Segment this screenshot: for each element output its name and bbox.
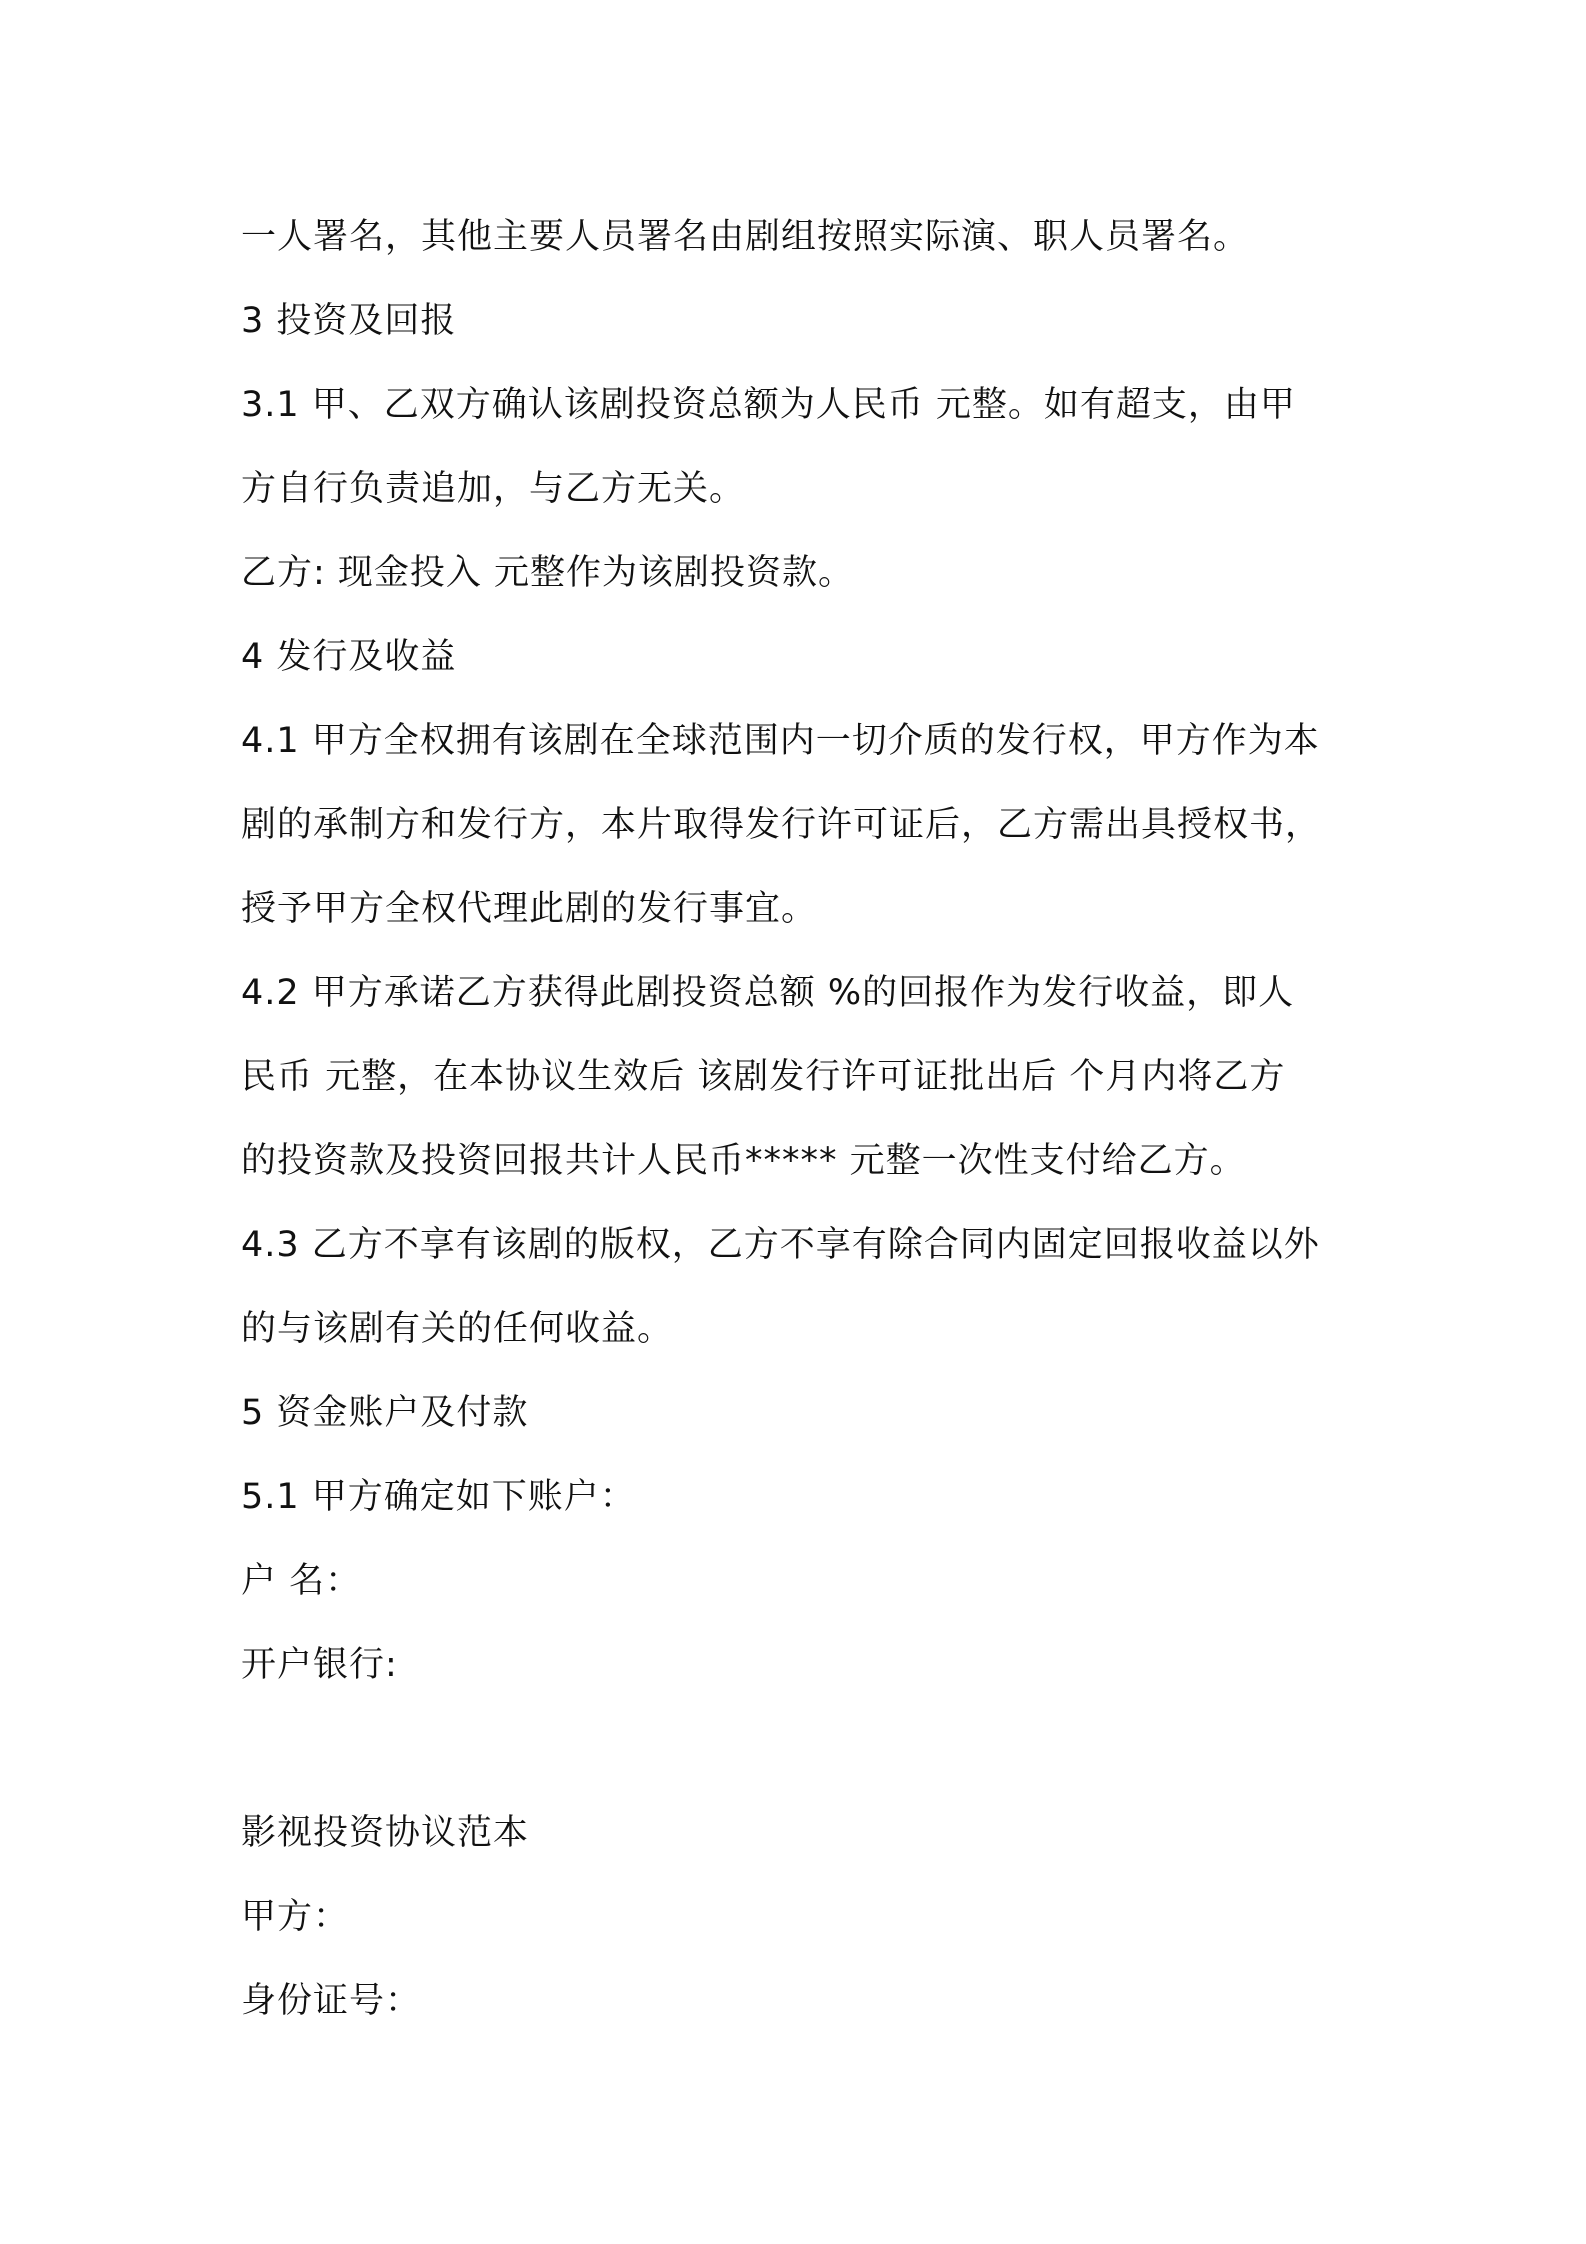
text-line: 乙方: 现金投入 元整作为该剧投资款。 [241, 553, 855, 593]
party-a-label: 甲方： [241, 1897, 350, 1937]
bank-label: 开户银行: [241, 1645, 398, 1685]
id-number-label: 身份证号： [241, 1981, 422, 2021]
text-line: 4.3 乙方不享有该剧的版权，乙方不享有除合同内固定回报收益以外 [241, 1225, 1320, 1265]
text-line: 的与该剧有关的任何收益。 [241, 1309, 674, 1349]
text-line: 剧的承制方和发行方，本片取得发行许可证后，乙方需出具授权书， [241, 805, 1322, 845]
section-heading: 4 发行及收益 [241, 637, 457, 677]
text-line: 4.1 甲方全权拥有该剧在全球范围内一切介质的发行权，甲方作为本 [241, 721, 1320, 761]
section-heading: 5 资金账户及付款 [241, 1393, 529, 1433]
document-title: 影视投资协议范本 [241, 1813, 530, 1853]
text-line: 5.1 甲方确定如下账户： [241, 1477, 636, 1517]
text-line: 一人署名，其他主要人员署名由剧组按照实际演、职人员署名。 [241, 217, 1250, 257]
section-heading: 3 投资及回报 [241, 301, 457, 341]
text-line: 民币 元整，在本协议生效后 该剧发行许可证批出后 个月内将乙方 [241, 1057, 1286, 1097]
document-page [241, 195, 1361, 2043]
account-name-label: 户 名： [241, 1561, 362, 1601]
section-gap [241, 1707, 1361, 1791]
text-line: 3.1 甲、乙双方确认该剧投资总额为人民币 元整。如有超支，由甲 [241, 385, 1296, 425]
text-line: 4.2 甲方承诺乙方获得此剧投资总额 %的回报作为发行收益，即人 [241, 973, 1295, 1013]
text-line: 方自行负责追加，与乙方无关。 [241, 469, 746, 509]
text-line: 的投资款及投资回报共计人民币***** 元整一次性支付给乙方。 [241, 1141, 1246, 1181]
text-line: 授予甲方全权代理此剧的发行事宜。 [241, 889, 818, 929]
